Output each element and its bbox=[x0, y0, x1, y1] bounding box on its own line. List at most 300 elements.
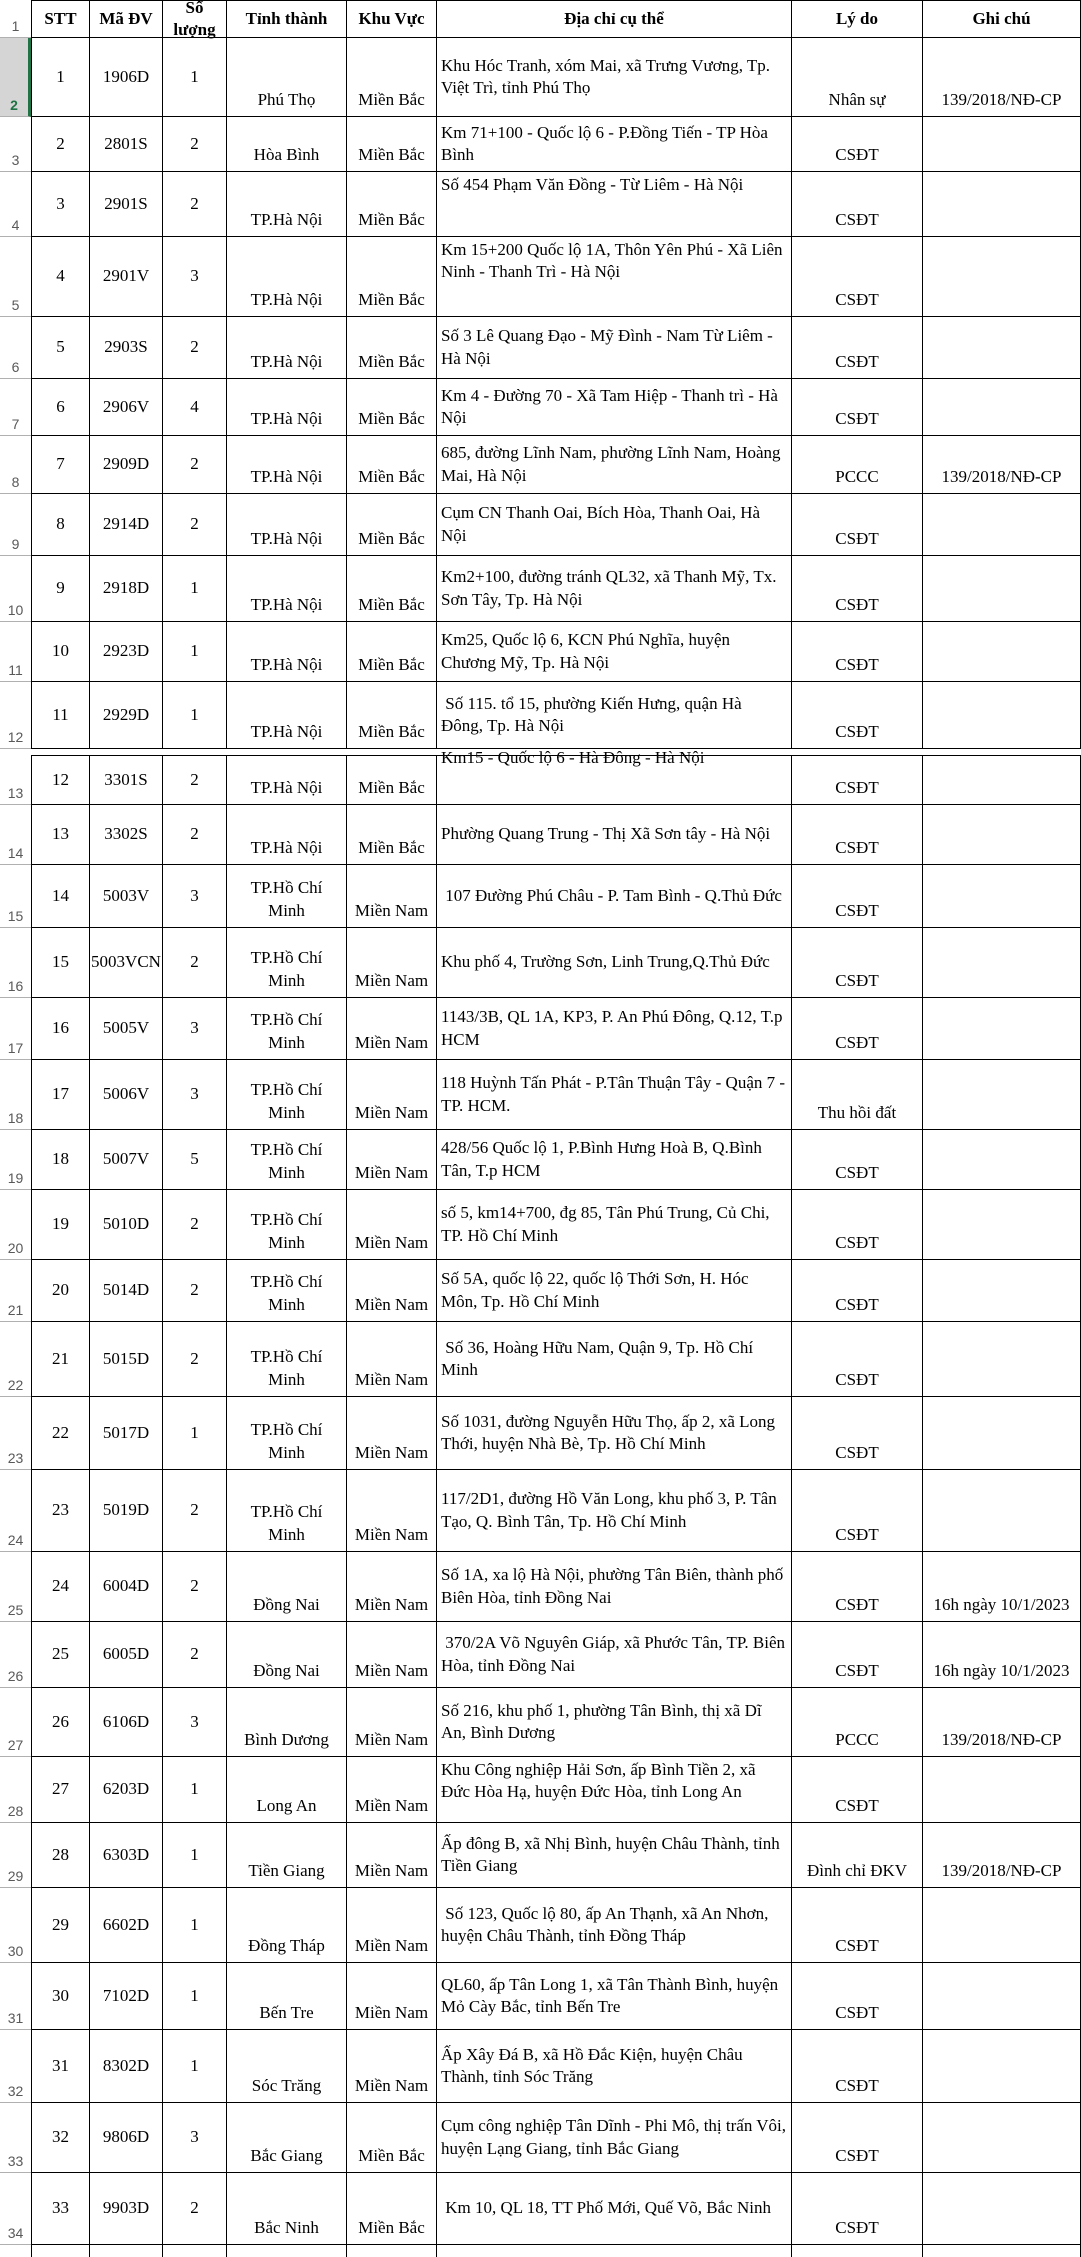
cell-ma-dv[interactable]: 2903S bbox=[90, 317, 163, 379]
cell-ly-do[interactable]: CSĐT bbox=[792, 1888, 923, 1963]
cell-ghi-chu[interactable]: 16h ngày 10/1/2023 bbox=[923, 1552, 1081, 1622]
cell-so-luong[interactable]: 1 bbox=[163, 682, 227, 749]
cell-tinh-thanh[interactable]: Tiền Giang bbox=[227, 1823, 347, 1888]
cell-stt[interactable]: 24 bbox=[31, 1552, 90, 1622]
cell-ly-do[interactable] bbox=[792, 2245, 923, 2257]
cell-so-luong[interactable]: 1 bbox=[163, 1888, 227, 1963]
cell-dia-chi[interactable]: Khu Hóc Tranh, xóm Mai, xã Trưng Vương, Tp. Việt Trì, tỉnh Phú Thọ bbox=[437, 38, 792, 117]
row-number-selected[interactable]: 2 bbox=[0, 38, 31, 117]
cell-khu-vuc[interactable]: Miền Bắc bbox=[347, 237, 437, 317]
cell-stt[interactable]: 16 bbox=[31, 998, 90, 1060]
cell-stt[interactable]: 28 bbox=[31, 1823, 90, 1888]
row-number[interactable]: 31 bbox=[0, 1963, 31, 2030]
cell-stt[interactable]: 30 bbox=[31, 1963, 90, 2030]
cell-stt[interactable]: 7 bbox=[31, 436, 90, 494]
cell-tinh-thanh[interactable]: Đồng Nai bbox=[227, 1622, 347, 1688]
cell-tinh-thanh[interactable]: TP.Hà Nội bbox=[227, 622, 347, 682]
cell-tinh-thanh[interactable]: TP.Hà Nội bbox=[227, 172, 347, 237]
cell-so-luong[interactable]: 3 bbox=[163, 1688, 227, 1757]
cell-ma-dv[interactable]: 5014D bbox=[90, 1260, 163, 1322]
cell-ghi-chu[interactable] bbox=[923, 1190, 1081, 1260]
cell-ly-do[interactable]: PCCC bbox=[792, 1688, 923, 1757]
cell-ma-dv[interactable]: 1906D bbox=[90, 38, 163, 117]
cell-dia-chi[interactable]: Km 10, QL 18, TT Phố Mới, Quế Võ, Bắc Ninh bbox=[437, 2173, 792, 2245]
cell-stt[interactable]: 1 bbox=[31, 38, 90, 117]
cell-tinh-thanh[interactable]: TP.Hồ Chí Minh bbox=[227, 1130, 347, 1190]
cell-ly-do[interactable]: Đình chỉ ĐKV bbox=[792, 1823, 923, 1888]
cell-dia-chi[interactable] bbox=[437, 2245, 792, 2257]
cell-so-luong[interactable]: 2 bbox=[163, 1552, 227, 1622]
cell-dia-chi[interactable]: 428/56 Quốc lộ 1, P.Bình Hưng Hoà B, Q.Bình Tân, T.p HCM bbox=[437, 1130, 792, 1190]
cell-ma-dv[interactable]: 2909D bbox=[90, 436, 163, 494]
cell-tinh-thanh[interactable]: TP.Hà Nội bbox=[227, 494, 347, 556]
row-number[interactable]: 18 bbox=[0, 1060, 31, 1130]
cell-so-luong[interactable]: 2 bbox=[163, 317, 227, 379]
cell-ly-do[interactable]: CSĐT bbox=[792, 1552, 923, 1622]
cell-khu-vuc[interactable]: Miền Bắc bbox=[347, 436, 437, 494]
cell-ghi-chu[interactable] bbox=[923, 1130, 1081, 1190]
cell-stt[interactable]: 29 bbox=[31, 1888, 90, 1963]
cell-stt[interactable]: 17 bbox=[31, 1060, 90, 1130]
cell-ghi-chu[interactable] bbox=[923, 2173, 1081, 2245]
cell-ly-do[interactable]: CSĐT bbox=[792, 1130, 923, 1190]
row-number[interactable]: 34 bbox=[0, 2173, 31, 2245]
cell-ma-dv[interactable]: 2906V bbox=[90, 379, 163, 436]
cell-tinh-thanh[interactable]: TP.Hà Nội bbox=[227, 317, 347, 379]
cell-ma-dv[interactable]: 6106D bbox=[90, 1688, 163, 1757]
row-number[interactable]: 13 bbox=[0, 755, 31, 805]
cell-khu-vuc[interactable]: Miền Nam bbox=[347, 1190, 437, 1260]
cell-stt[interactable]: 2 bbox=[31, 117, 90, 172]
cell-tinh-thanh[interactable]: TP.Hồ Chí Minh bbox=[227, 1397, 347, 1470]
cell-so-luong[interactable]: 1 bbox=[163, 38, 227, 117]
cell-ghi-chu[interactable] bbox=[923, 117, 1081, 172]
row-number[interactable]: 10 bbox=[0, 556, 31, 622]
cell-ghi-chu[interactable] bbox=[923, 1963, 1081, 2030]
cell-ghi-chu[interactable] bbox=[923, 1322, 1081, 1397]
cell-ma-dv[interactable]: 6303D bbox=[90, 1823, 163, 1888]
row-number[interactable]: 28 bbox=[0, 1757, 31, 1823]
row-number[interactable]: 11 bbox=[0, 622, 31, 682]
cell-ly-do[interactable]: CSĐT bbox=[792, 1622, 923, 1688]
cell-tinh-thanh[interactable]: Hòa Bình bbox=[227, 117, 347, 172]
cell-ghi-chu[interactable] bbox=[923, 1470, 1081, 1552]
cell-ma-dv[interactable]: 9903D bbox=[90, 2173, 163, 2245]
cell-ghi-chu[interactable] bbox=[923, 1888, 1081, 1963]
cell-ly-do[interactable]: CSĐT bbox=[792, 1963, 923, 2030]
cell-ghi-chu[interactable] bbox=[923, 379, 1081, 436]
row-number[interactable]: 12 bbox=[0, 682, 31, 749]
cell-dia-chi[interactable]: số 5, km14+700, đg 85, Tân Phú Trung, Củ Chi, TP. Hồ Chí Minh bbox=[437, 1190, 792, 1260]
cell-khu-vuc[interactable]: Miền Nam bbox=[347, 1397, 437, 1470]
cell-ly-do[interactable]: CSĐT bbox=[792, 1322, 923, 1397]
row-number[interactable]: 8 bbox=[0, 436, 31, 494]
cell-so-luong[interactable]: 2 bbox=[163, 1322, 227, 1397]
cell-stt[interactable]: 12 bbox=[31, 755, 90, 805]
row-number[interactable]: 32 bbox=[0, 2030, 31, 2103]
cell-tinh-thanh[interactable]: Đồng Tháp bbox=[227, 1888, 347, 1963]
cell-dia-chi[interactable]: Km 4 - Đường 70 - Xã Tam Hiệp - Thanh trì - Hà Nội bbox=[437, 379, 792, 436]
cell-so-luong[interactable]: 2 bbox=[163, 2173, 227, 2245]
cell-tinh-thanh[interactable]: TP.Hồ Chí Minh bbox=[227, 1190, 347, 1260]
row-number[interactable]: 30 bbox=[0, 1888, 31, 1963]
cell-so-luong[interactable]: 3 bbox=[163, 998, 227, 1060]
cell-stt[interactable]: 21 bbox=[31, 1322, 90, 1397]
cell-ly-do[interactable]: CSĐT bbox=[792, 682, 923, 749]
cell-ly-do[interactable]: CSĐT bbox=[792, 1397, 923, 1470]
cell-so-luong[interactable]: 2 bbox=[163, 928, 227, 998]
cell-tinh-thanh[interactable]: TP.Hà Nội bbox=[227, 379, 347, 436]
cell-tinh-thanh[interactable]: TP.Hồ Chí Minh bbox=[227, 928, 347, 998]
cell-ly-do[interactable]: CSĐT bbox=[792, 117, 923, 172]
cell-ly-do[interactable]: CSĐT bbox=[792, 1260, 923, 1322]
row-number[interactable]: 33 bbox=[0, 2103, 31, 2173]
cell-ghi-chu[interactable]: 16h ngày 10/1/2023 bbox=[923, 1622, 1081, 1688]
row-number[interactable]: 21 bbox=[0, 1260, 31, 1322]
cell-dia-chi[interactable]: 685, đường Lĩnh Nam, phường Lĩnh Nam, Hoàng Mai, Hà Nội bbox=[437, 436, 792, 494]
cell-dia-chi[interactable]: Số 115. tổ 15, phường Kiến Hưng, quận Hà Đông, Tp. Hà Nội bbox=[437, 682, 792, 749]
cell-dia-chi[interactable]: Cụm CN Thanh Oai, Bích Hòa, Thanh Oai, Hà Nội bbox=[437, 494, 792, 556]
cell-ghi-chu[interactable] bbox=[923, 1397, 1081, 1470]
cell-stt[interactable]: 3 bbox=[31, 172, 90, 237]
cell-stt[interactable]: 14 bbox=[31, 865, 90, 928]
cell-dia-chi[interactable]: Số 3 Lê Quang Đạo - Mỹ Đình - Nam Từ Liêm - Hà Nội bbox=[437, 317, 792, 379]
cell-so-luong[interactable]: 1 bbox=[163, 1963, 227, 2030]
row-number[interactable]: 1 bbox=[0, 0, 31, 38]
cell-dia-chi[interactable]: Số 5A, quốc lộ 22, quốc lộ Thới Sơn, H. Hóc Môn, Tp. Hồ Chí Minh bbox=[437, 1260, 792, 1322]
cell-khu-vuc[interactable]: Miền Bắc bbox=[347, 622, 437, 682]
cell-so-luong[interactable]: 2 bbox=[163, 805, 227, 865]
row-number[interactable]: 23 bbox=[0, 1397, 31, 1470]
cell-ghi-chu[interactable] bbox=[923, 317, 1081, 379]
cell-so-luong[interactable]: 1 bbox=[163, 1823, 227, 1888]
row-number[interactable]: 7 bbox=[0, 379, 31, 436]
row-number[interactable]: 9 bbox=[0, 494, 31, 556]
cell-ghi-chu[interactable] bbox=[923, 998, 1081, 1060]
cell-so-luong[interactable]: 5 bbox=[163, 1130, 227, 1190]
cell-ly-do[interactable]: CSĐT bbox=[792, 928, 923, 998]
cell-tinh-thanh[interactable]: TP.Hồ Chí Minh bbox=[227, 998, 347, 1060]
cell-dia-chi[interactable]: Ấp Xây Đá B, xã Hồ Đắc Kiện, huyện Châu Thành, tỉnh Sóc Trăng bbox=[437, 2030, 792, 2103]
cell-so-luong[interactable]: 2 bbox=[163, 436, 227, 494]
cell-ly-do[interactable]: CSĐT bbox=[792, 494, 923, 556]
cell-stt[interactable]: 18 bbox=[31, 1130, 90, 1190]
cell-khu-vuc[interactable]: Miền Bắc bbox=[347, 38, 437, 117]
cell-ma-dv[interactable]: 3301S bbox=[90, 755, 163, 805]
cell-ly-do[interactable]: CSĐT bbox=[792, 1470, 923, 1552]
cell-tinh-thanh[interactable]: Bình Dương bbox=[227, 1688, 347, 1757]
cell-dia-chi[interactable]: 370/2A Võ Nguyên Giáp, xã Phước Tân, TP. Biên Hòa, tỉnh Đồng Nai bbox=[437, 1622, 792, 1688]
cell-ghi-chu[interactable] bbox=[923, 494, 1081, 556]
row-number[interactable]: 19 bbox=[0, 1130, 31, 1190]
cell-so-luong[interactable]: 1 bbox=[163, 622, 227, 682]
cell-so-luong[interactable]: 3 bbox=[163, 865, 227, 928]
cell-so-luong[interactable]: 2 bbox=[163, 494, 227, 556]
cell-khu-vuc[interactable]: Miền Nam bbox=[347, 1888, 437, 1963]
cell-ma-dv[interactable]: 6005D bbox=[90, 1622, 163, 1688]
cell-khu-vuc[interactable]: Miền Nam bbox=[347, 1823, 437, 1888]
cell-ma-dv[interactable]: 5015D bbox=[90, 1322, 163, 1397]
cell-so-luong[interactable]: 2 bbox=[163, 755, 227, 805]
cell-ma-dv[interactable]: 2914D bbox=[90, 494, 163, 556]
row-number[interactable]: 14 bbox=[0, 805, 31, 865]
cell-dia-chi[interactable]: 107 Đường Phú Châu - P. Tam Bình - Q.Thủ Đức bbox=[437, 865, 792, 928]
cell-tinh-thanh[interactable]: TP.Hồ Chí Minh bbox=[227, 1322, 347, 1397]
cell-stt[interactable]: 5 bbox=[31, 317, 90, 379]
cell-so-luong[interactable]: 2 bbox=[163, 1470, 227, 1552]
cell-ly-do[interactable]: CSĐT bbox=[792, 1757, 923, 1823]
cell-khu-vuc[interactable]: Miền Bắc bbox=[347, 805, 437, 865]
cell-stt[interactable]: 11 bbox=[31, 682, 90, 749]
cell-khu-vuc[interactable]: Miền Nam bbox=[347, 1757, 437, 1823]
cell-ma-dv[interactable]: 2801S bbox=[90, 117, 163, 172]
row-number[interactable]: 20 bbox=[0, 1190, 31, 1260]
cell-khu-vuc[interactable]: Miền Bắc bbox=[347, 2103, 437, 2173]
cell-dia-chi[interactable]: Khu phố 4, Trường Sơn, Linh Trung,Q.Thủ Đức bbox=[437, 928, 792, 998]
cell-dia-chi[interactable]: Km2+100, đường tránh QL32, xã Thanh Mỹ, Tx. Sơn Tây, Tp. Hà Nội bbox=[437, 556, 792, 622]
row-number[interactable]: 3 bbox=[0, 117, 31, 172]
cell-ghi-chu[interactable] bbox=[923, 865, 1081, 928]
cell-ma-dv[interactable]: 7102D bbox=[90, 1963, 163, 2030]
col-header-ghichu[interactable]: Ghi chú bbox=[923, 0, 1081, 38]
cell-so-luong[interactable]: 1 bbox=[163, 1397, 227, 1470]
col-header-tinh[interactable]: Tỉnh thành bbox=[227, 0, 347, 38]
cell-tinh-thanh[interactable]: TP.Hồ Chí Minh bbox=[227, 1470, 347, 1552]
cell-ghi-chu[interactable] bbox=[923, 1060, 1081, 1130]
cell-tinh-thanh[interactable]: TP.Hà Nội bbox=[227, 755, 347, 805]
cell-ma-dv[interactable]: 2923D bbox=[90, 622, 163, 682]
cell-tinh-thanh[interactable]: TP.Hà Nội bbox=[227, 237, 347, 317]
cell-khu-vuc[interactable]: Miền Nam bbox=[347, 1322, 437, 1397]
cell-ly-do[interactable]: CSĐT bbox=[792, 2103, 923, 2173]
cell-khu-vuc[interactable]: Miền Nam bbox=[347, 865, 437, 928]
cell-stt[interactable]: 27 bbox=[31, 1757, 90, 1823]
cell-ma-dv[interactable]: 5003VCN bbox=[90, 928, 163, 998]
cell-stt[interactable]: 6 bbox=[31, 379, 90, 436]
cell-stt[interactable]: 10 bbox=[31, 622, 90, 682]
cell-ly-do[interactable]: CSĐT bbox=[792, 237, 923, 317]
cell-dia-chi[interactable] bbox=[437, 747, 792, 805]
cell-ly-do[interactable]: CSĐT bbox=[792, 865, 923, 928]
cell-ma-dv[interactable] bbox=[90, 2245, 163, 2257]
cell-so-luong[interactable]: 4 bbox=[163, 379, 227, 436]
cell-khu-vuc[interactable]: Miền Bắc bbox=[347, 117, 437, 172]
row-number[interactable]: 5 bbox=[0, 237, 31, 317]
cell-tinh-thanh[interactable]: Phú Thọ bbox=[227, 38, 347, 117]
cell-ma-dv[interactable]: 5005V bbox=[90, 998, 163, 1060]
cell-ghi-chu[interactable] bbox=[923, 928, 1081, 998]
cell-khu-vuc[interactable]: Miền Bắc bbox=[347, 317, 437, 379]
cell-ly-do[interactable]: Nhân sự bbox=[792, 38, 923, 117]
row-number[interactable]: 24 bbox=[0, 1470, 31, 1552]
cell-ly-do[interactable]: PCCC bbox=[792, 436, 923, 494]
cell-ghi-chu[interactable] bbox=[923, 1757, 1081, 1823]
row-number[interactable]: 4 bbox=[0, 172, 31, 237]
cell-ghi-chu[interactable] bbox=[923, 2103, 1081, 2173]
cell-dia-chi[interactable]: Khu Công nghiệp Hải Sơn, ấp Bình Tiền 2, xã Đức Hòa Hạ, huyện Đức Hòa, tỉnh Long An bbox=[437, 1757, 792, 1823]
cell-ma-dv[interactable]: 5006V bbox=[90, 1060, 163, 1130]
cell-so-luong[interactable]: 2 bbox=[163, 1260, 227, 1322]
cell-ma-dv[interactable]: 2901S bbox=[90, 172, 163, 237]
cell-khu-vuc[interactable]: Miền Nam bbox=[347, 1622, 437, 1688]
cell-khu-vuc[interactable]: Miền Bắc bbox=[347, 494, 437, 556]
row-number[interactable]: 25 bbox=[0, 1552, 31, 1622]
cell-stt[interactable]: 23 bbox=[31, 1470, 90, 1552]
cell-ma-dv[interactable]: 2929D bbox=[90, 682, 163, 749]
cell-ghi-chu[interactable] bbox=[923, 1260, 1081, 1322]
cell-stt[interactable]: 20 bbox=[31, 1260, 90, 1322]
cell-ma-dv[interactable]: 5003V bbox=[90, 865, 163, 928]
cell-dia-chi[interactable]: Số 36, Hoàng Hữu Nam, Quận 9, Tp. Hồ Chí Minh bbox=[437, 1322, 792, 1397]
cell-ghi-chu[interactable] bbox=[923, 172, 1081, 237]
cell-stt[interactable]: 33 bbox=[31, 2173, 90, 2245]
cell-ma-dv[interactable]: 5019D bbox=[90, 1470, 163, 1552]
cell-ma-dv[interactable]: 6004D bbox=[90, 1552, 163, 1622]
cell-khu-vuc[interactable]: Miền Nam bbox=[347, 1260, 437, 1322]
row-number[interactable]: 15 bbox=[0, 865, 31, 928]
cell-khu-vuc[interactable]: Miền Bắc bbox=[347, 2173, 437, 2245]
cell-tinh-thanh[interactable]: Long An bbox=[227, 1757, 347, 1823]
cell-tinh-thanh[interactable]: TP.Hà Nội bbox=[227, 556, 347, 622]
cell-stt[interactable]: 32 bbox=[31, 2103, 90, 2173]
cell-dia-chi[interactable]: 118 Huỳnh Tấn Phát - P.Tân Thuận Tây - Quận 7 - TP. HCM. bbox=[437, 1060, 792, 1130]
cell-tinh-thanh[interactable]: TP.Hà Nội bbox=[227, 682, 347, 749]
cell-stt[interactable]: 25 bbox=[31, 1622, 90, 1688]
cell-ly-do[interactable]: CSĐT bbox=[792, 755, 923, 805]
cell-ghi-chu[interactable] bbox=[923, 2245, 1081, 2257]
cell-ghi-chu[interactable] bbox=[923, 755, 1081, 805]
cell-ghi-chu[interactable]: 139/2018/NĐ-CP bbox=[923, 1823, 1081, 1888]
cell-ma-dv[interactable]: 3302S bbox=[90, 805, 163, 865]
cell-so-luong[interactable]: 1 bbox=[163, 2030, 227, 2103]
cell-ly-do[interactable]: CSĐT bbox=[792, 622, 923, 682]
cell-tinh-thanh[interactable]: TP.Hồ Chí Minh bbox=[227, 865, 347, 928]
cell-stt[interactable]: 15 bbox=[31, 928, 90, 998]
row-number[interactable]: 16 bbox=[0, 928, 31, 998]
cell-khu-vuc[interactable]: Miền Bắc bbox=[347, 682, 437, 749]
cell-khu-vuc[interactable]: Miền Nam bbox=[347, 928, 437, 998]
cell-so-luong[interactable] bbox=[163, 2245, 227, 2257]
col-header-ma[interactable]: Mã ĐV bbox=[90, 0, 163, 38]
cell-dia-chi[interactable]: QL60, ấp Tân Long 1, xã Tân Thành Bình, huyện Mỏ Cày Bắc, tỉnh Bến Tre bbox=[437, 1963, 792, 2030]
cell-dia-chi[interactable]: Km25, Quốc lộ 6, KCN Phú Nghĩa, huyện Chương Mỹ, Tp. Hà Nội bbox=[437, 622, 792, 682]
cell-so-luong[interactable]: 1 bbox=[163, 1757, 227, 1823]
cell-ma-dv[interactable]: 2901V bbox=[90, 237, 163, 317]
cell-stt[interactable]: 8 bbox=[31, 494, 90, 556]
cell-ghi-chu[interactable]: 139/2018/NĐ-CP bbox=[923, 38, 1081, 117]
cell-dia-chi[interactable]: Km 71+100 - Quốc lộ 6 - P.Đồng Tiến - TP Hòa Bình bbox=[437, 117, 792, 172]
cell-dia-chi[interactable]: Số 123, Quốc lộ 80, ấp An Thạnh, xã An Nhơn, huyện Châu Thành, tỉnh Đồng Tháp bbox=[437, 1888, 792, 1963]
cell-tinh-thanh[interactable]: Đồng Nai bbox=[227, 1552, 347, 1622]
cell-ma-dv[interactable]: 9806D bbox=[90, 2103, 163, 2173]
cell-so-luong[interactable]: 2 bbox=[163, 117, 227, 172]
cell-tinh-thanh[interactable]: Sóc Trăng bbox=[227, 2030, 347, 2103]
cell-khu-vuc[interactable]: Miền Bắc bbox=[347, 172, 437, 237]
cell-dia-chi[interactable]: 1143/3B, QL 1A, KP3, P. An Phú Đông, Q.12, T.p HCM bbox=[437, 998, 792, 1060]
cell-so-luong[interactable]: 3 bbox=[163, 237, 227, 317]
cell-stt[interactable]: 31 bbox=[31, 2030, 90, 2103]
cell-ghi-chu[interactable] bbox=[923, 237, 1081, 317]
cell-khu-vuc[interactable]: Miền Nam bbox=[347, 1688, 437, 1757]
cell-dia-chi[interactable]: Ấp đông B, xã Nhị Bình, huyện Châu Thành, tỉnh Tiền Giang bbox=[437, 1823, 792, 1888]
cell-ghi-chu[interactable]: 139/2018/NĐ-CP bbox=[923, 436, 1081, 494]
cell-tinh-thanh[interactable]: TP.Hồ Chí Minh bbox=[227, 1060, 347, 1130]
cell-khu-vuc[interactable]: Miền Nam bbox=[347, 1963, 437, 2030]
cell-ma-dv[interactable]: 2918D bbox=[90, 556, 163, 622]
col-header-lydo[interactable]: Lý do bbox=[792, 0, 923, 38]
cell-ma-dv[interactable]: 6203D bbox=[90, 1757, 163, 1823]
cell-so-luong[interactable]: 3 bbox=[163, 2103, 227, 2173]
cell-stt[interactable]: 4 bbox=[31, 237, 90, 317]
cell-tinh-thanh[interactable] bbox=[227, 2245, 347, 2257]
cell-khu-vuc[interactable]: Miền Nam bbox=[347, 998, 437, 1060]
cell-khu-vuc[interactable]: Miền Nam bbox=[347, 1470, 437, 1552]
row-number[interactable]: 29 bbox=[0, 1823, 31, 1888]
cell-dia-chi[interactable]: Số 1031, đường Nguyễn Hữu Thọ, ấp 2, xã Long Thới, huyện Nhà Bè, Tp. Hồ Chí Minh bbox=[437, 1397, 792, 1470]
col-header-khu[interactable]: Khu Vực bbox=[347, 0, 437, 38]
cell-stt[interactable] bbox=[31, 2245, 90, 2257]
cell-ly-do[interactable]: CSĐT bbox=[792, 998, 923, 1060]
cell-khu-vuc[interactable]: Miền Nam bbox=[347, 1060, 437, 1130]
row-number[interactable]: 6 bbox=[0, 317, 31, 379]
cell-so-luong[interactable]: 2 bbox=[163, 1622, 227, 1688]
cell-ghi-chu[interactable]: 139/2018/NĐ-CP bbox=[923, 1688, 1081, 1757]
cell-ly-do[interactable]: CSĐT bbox=[792, 2030, 923, 2103]
cell-khu-vuc[interactable]: Miền Nam bbox=[347, 1552, 437, 1622]
cell-ghi-chu[interactable] bbox=[923, 556, 1081, 622]
cell-ghi-chu[interactable] bbox=[923, 805, 1081, 865]
row-number[interactable]: 17 bbox=[0, 998, 31, 1060]
row-number[interactable]: 26 bbox=[0, 1622, 31, 1688]
row-number[interactable]: 27 bbox=[0, 1688, 31, 1757]
cell-stt[interactable]: 9 bbox=[31, 556, 90, 622]
cell-ly-do[interactable]: CSĐT bbox=[792, 2173, 923, 2245]
cell-dia-chi[interactable]: Số 1A, xa lộ Hà Nội, phường Tân Biên, thành phố Biên Hòa, tỉnh Đồng Nai bbox=[437, 1552, 792, 1622]
cell-ly-do[interactable]: CSĐT bbox=[792, 1190, 923, 1260]
col-header-diachi[interactable]: Địa chỉ cụ thể bbox=[437, 0, 792, 38]
cell-stt[interactable]: 13 bbox=[31, 805, 90, 865]
cell-so-luong[interactable]: 2 bbox=[163, 1190, 227, 1260]
cell-dia-chi[interactable]: 117/2D1, đường Hồ Văn Long, khu phố 3, P. Tân Tạo, Q. Bình Tân, Tp. Hồ Chí Minh bbox=[437, 1470, 792, 1552]
cell-ma-dv[interactable]: 5007V bbox=[90, 1130, 163, 1190]
col-header-stt[interactable]: STT bbox=[31, 0, 90, 38]
cell-tinh-thanh[interactable]: Bến Tre bbox=[227, 1963, 347, 2030]
row-number[interactable] bbox=[0, 2245, 31, 2257]
cell-dia-chi[interactable]: Cụm công nghiệp Tân Dĩnh - Phi Mô, thị trấn Vôi, huyện Lạng Giang, tỉnh Bắc Giang bbox=[437, 2103, 792, 2173]
cell-ghi-chu[interactable] bbox=[923, 622, 1081, 682]
row-number[interactable]: 22 bbox=[0, 1322, 31, 1397]
cell-tinh-thanh[interactable]: Bắc Giang bbox=[227, 2103, 347, 2173]
cell-stt[interactable]: 26 bbox=[31, 1688, 90, 1757]
cell-tinh-thanh[interactable]: TP.Hồ Chí Minh bbox=[227, 1260, 347, 1322]
cell-tinh-thanh[interactable]: TP.Hà Nội bbox=[227, 805, 347, 865]
cell-ly-do[interactable]: CSĐT bbox=[792, 379, 923, 436]
cell-dia-chi[interactable]: Km 15+200 Quốc lộ 1A, Thôn Yên Phú - Xã Liên Ninh - Thanh Trì - Hà Nội bbox=[437, 237, 792, 317]
cell-ly-do[interactable]: CSĐT bbox=[792, 317, 923, 379]
cell-ma-dv[interactable]: 5010D bbox=[90, 1190, 163, 1260]
cell-khu-vuc[interactable]: Miền Bắc bbox=[347, 556, 437, 622]
cell-khu-vuc[interactable]: Miền Nam bbox=[347, 2030, 437, 2103]
cell-ma-dv[interactable]: 5017D bbox=[90, 1397, 163, 1470]
cell-khu-vuc[interactable]: Miền Nam bbox=[347, 1130, 437, 1190]
cell-ghi-chu[interactable] bbox=[923, 682, 1081, 749]
cell-ly-do[interactable]: CSĐT bbox=[792, 172, 923, 237]
cell-khu-vuc[interactable] bbox=[347, 2245, 437, 2257]
cell-khu-vuc[interactable]: Miền Bắc bbox=[347, 755, 437, 805]
cell-tinh-thanh[interactable]: Bắc Ninh bbox=[227, 2173, 347, 2245]
cell-khu-vuc[interactable]: Miền Bắc bbox=[347, 379, 437, 436]
cell-ly-do[interactable]: CSĐT bbox=[792, 805, 923, 865]
